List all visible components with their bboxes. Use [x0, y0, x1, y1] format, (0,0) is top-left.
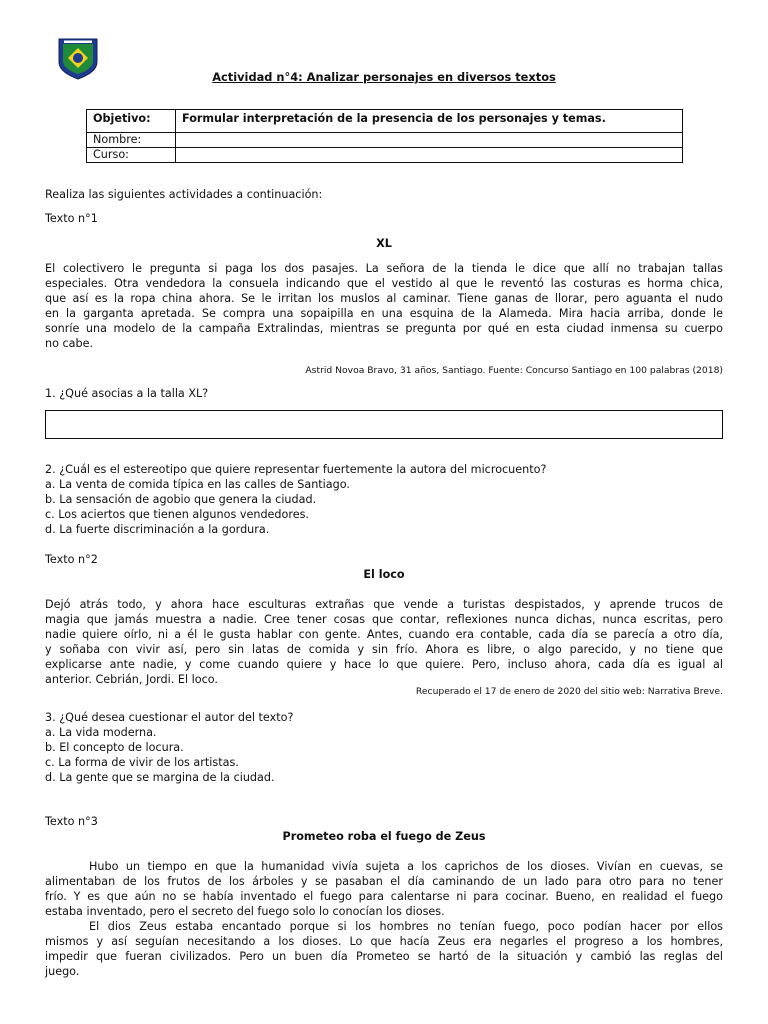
text-line: estaba inventado, pero el secreto del fuego solo lo conocían los dioses. [45, 905, 445, 918]
text-line: impedir que fueran civilizados. Pero un buen día Prometeo se hartó de la situación y cambió las reglas del [45, 950, 723, 963]
option-a: a. La venta de comida típica en las calles de Santiago. [45, 478, 350, 491]
course-field[interactable] [176, 148, 683, 163]
texto1-label: Texto n°1 [45, 212, 98, 225]
text-line: mismos y así seguían necesitando a los dioses. Lo que hacía Zeus era negarles el progreso a los hombres, [45, 935, 723, 948]
text-line: alimentaban de los frutos de los árboles y se pasaban el día caminando de un lado para otro para no tener [45, 875, 723, 888]
name-field[interactable] [176, 133, 683, 148]
text-line: especiales. Otra vendedora la consuela indicando que el vestido al que le reventó las costuras es horma chica, [45, 277, 723, 290]
text-line: Dejó atrás todo, y ahora hace esculturas extrañas que vende a turistas despistados, y aprende trucos de [45, 598, 723, 611]
info-table [86, 109, 683, 163]
text-line: El colectivero le pregunta si paga los dos pasajes. La señora de la tienda le dice que allí no trabajan tallas [45, 262, 723, 275]
text-line: no cabe. [45, 337, 94, 350]
objective-text: Formular interpretación de la presencia de los personajes y temas. [176, 110, 683, 133]
texto2-source: Recuperado el 17 de enero de 2020 del sitio web: Narrativa Breve. [415, 686, 723, 697]
texto2-title: El loco [363, 568, 405, 581]
text-line: Hubo un tiempo en que la humanidad vivía sujeta a los caprichos de los dioses. Vivían en cuevas, se [89, 860, 723, 873]
texto1-body [45, 261, 723, 351]
option-d: d. La gente que se margina de la ciudad. [45, 771, 275, 784]
answer-box-1[interactable] [45, 410, 723, 439]
texto2-body [45, 597, 723, 687]
option-c: c. Los aciertos que tienen algunos vendedores. [45, 508, 309, 521]
name-label: Nombre: [87, 133, 176, 148]
texto1-title: XL [376, 237, 392, 250]
course-label: Curso: [87, 148, 176, 163]
text-line: El dios Zeus estaba encantado porque si los hombres no tenían fuego, poco podían hacer por ellos [89, 920, 723, 933]
texto2-label: Texto n°2 [45, 553, 98, 566]
option-c: c. La forma de vivir de los artistas. [45, 756, 239, 769]
question-3 [45, 710, 723, 785]
option-a: a. La vida moderna. [45, 726, 157, 739]
text-line: magia que jamás muestra a nadie. Cree tener cosas que contar, reflexiones nunca dichas, nunca escritas, pero [45, 613, 723, 626]
question-text: 2. ¿Cuál es el estereotipo que quiere representar fuertemente la autora del microcuento? [45, 463, 547, 476]
text-line: que así es la ropa china ahora. Se le irritan los muslos al caminar. Tiene ganas de llorar, pero aguanta el nudo [45, 292, 723, 305]
texto1-source: Astrid Novoa Bravo, 31 años, Santiago. Fuente: Concurso Santiago en 100 palabras (2018) [305, 365, 723, 376]
question-2 [45, 462, 723, 537]
text-line: anterior. Cebrián, Jordi. El loco. [45, 673, 218, 686]
texto3-body [45, 859, 723, 979]
texto3-label: Texto n°3 [45, 815, 98, 828]
texto3-title: Prometeo roba el fuego de Zeus [282, 830, 486, 843]
text-line: en la garganta apretada. Se compra una sopaipilla en una esquina de la Alameda. Mira hacia arriba, donde le [45, 307, 723, 320]
text-line: nadie quiere oírlo, ni a él le gusta hablar con gente. Antes, cuando era contable, cada día se parecía a otro día, [45, 628, 723, 641]
objective-label: Objetivo: [87, 110, 176, 133]
text-line: sonríe una modelo de la campaña Extralindas, mientras se pregunta por qué en esta ciudad inmensa su cuerpo [45, 322, 723, 335]
intro-text: Realiza las siguientes actividades a continuación: [45, 188, 323, 201]
option-b: b. El concepto de locura. [45, 741, 184, 754]
text-line: explicarse ante nadie, y come cuando quiere y hace lo que quiere. Pero, incluso ahora, cada día es igual al [45, 658, 723, 671]
page-title: Actividad n°4: Analizar personajes en diversos textos [212, 70, 556, 84]
question-text: 3. ¿Qué desea cuestionar el autor del texto? [45, 711, 294, 724]
option-d: d. La fuerte discriminación a la gordura. [45, 523, 270, 536]
text-line: y soñaba con vivir así, pero sin latas de comida y sin frío. Ahora es libre, o algo parecido, y no tiene que [45, 643, 723, 656]
option-b: b. La sensación de agobio que genera la ciudad. [45, 493, 317, 506]
question-1: 1. ¿Qué asocias a la talla XL? [45, 387, 209, 400]
text-line: frío. Y es que aún no se había inventado el fuego para calentarse ni para cocinar. Bueno, en realidad el fuego [45, 890, 723, 903]
text-line: juego. [45, 965, 80, 978]
